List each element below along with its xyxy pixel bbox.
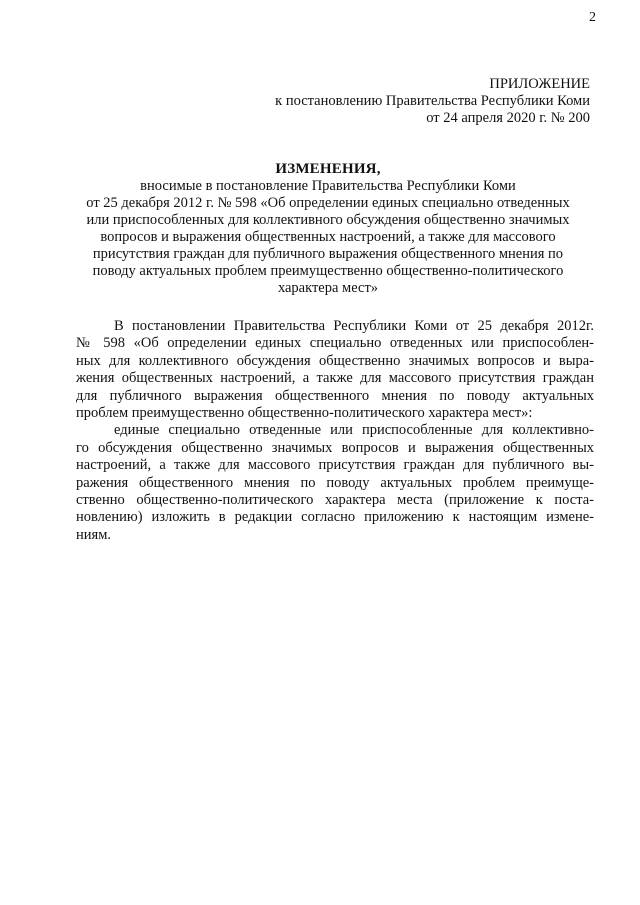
- paragraph-line: новлению) изложить в редакции согласно приложению к настоящим измене-: [76, 509, 594, 526]
- paragraph-line: ных для коллективного обсуждения общественно значимых вопросов и выра-: [76, 352, 594, 369]
- paragraph-line: настроений, а также для массового присутствия граждан для публичного вы-: [76, 457, 594, 474]
- heading-line: поводу актуальных проблем преимущественно общественно-политического: [92, 263, 564, 279]
- body-paragraph: [76, 422, 594, 544]
- paragraph-line: ражения общественного мнения по поводу актуальных проблем преимуще-: [76, 474, 594, 491]
- page-number: 2: [589, 10, 596, 25]
- paragraph-line: проблем преимущественно общественно-политического характера мест»:: [76, 405, 533, 422]
- paragraph-line: ственно общественно-политического характера места (приложение к поста-: [76, 492, 594, 509]
- paragraph-line: № 598 «Об определении единых специально отведенных или приспособлен-: [76, 335, 594, 352]
- appendix-title: ПРИЛОЖЕНИЕ: [489, 76, 590, 92]
- document-body: [76, 318, 594, 544]
- heading-line: от 25 декабря 2012 г. № 598 «Об определении единых специально отведенных: [86, 195, 570, 211]
- appendix-date-line: от 24 апреля 2020 г. № 200: [426, 110, 590, 126]
- body-paragraph: [76, 318, 594, 422]
- heading-line: вопросов и выражения общественных настроений, а также для массового: [100, 229, 556, 245]
- document-heading: [56, 161, 600, 297]
- paragraph-line: жения общественных настроений, а также для массового присутствия граждан: [76, 370, 594, 387]
- appendix-block: [275, 76, 590, 127]
- paragraph-line: В постановлении Правительства Республики Коми от 25 декабря 2012г.: [114, 318, 594, 334]
- paragraph-line: единые специально отведенные или приспособленные для коллективно-: [114, 422, 594, 439]
- heading-line: или приспособленных для коллективного обсуждения общественно значимых: [86, 212, 570, 228]
- paragraph-line: го обсуждения общественно значимых вопросов и выражения общественных: [76, 439, 594, 456]
- heading-line: вносимые в постановление Правительства Республики Коми: [140, 178, 516, 194]
- heading-title: ИЗМЕНЕНИЯ,: [275, 161, 381, 177]
- heading-line: характера мест»: [277, 280, 379, 296]
- paragraph-line: ниям.: [76, 526, 111, 543]
- paragraph-line: для публичного выражения общественного мнения по поводу актуальных: [76, 387, 594, 404]
- appendix-reference-line: к постановлению Правительства Республики Коми: [275, 93, 590, 109]
- heading-line: присутствия граждан для публичного выражения общественного мнения по: [92, 246, 564, 262]
